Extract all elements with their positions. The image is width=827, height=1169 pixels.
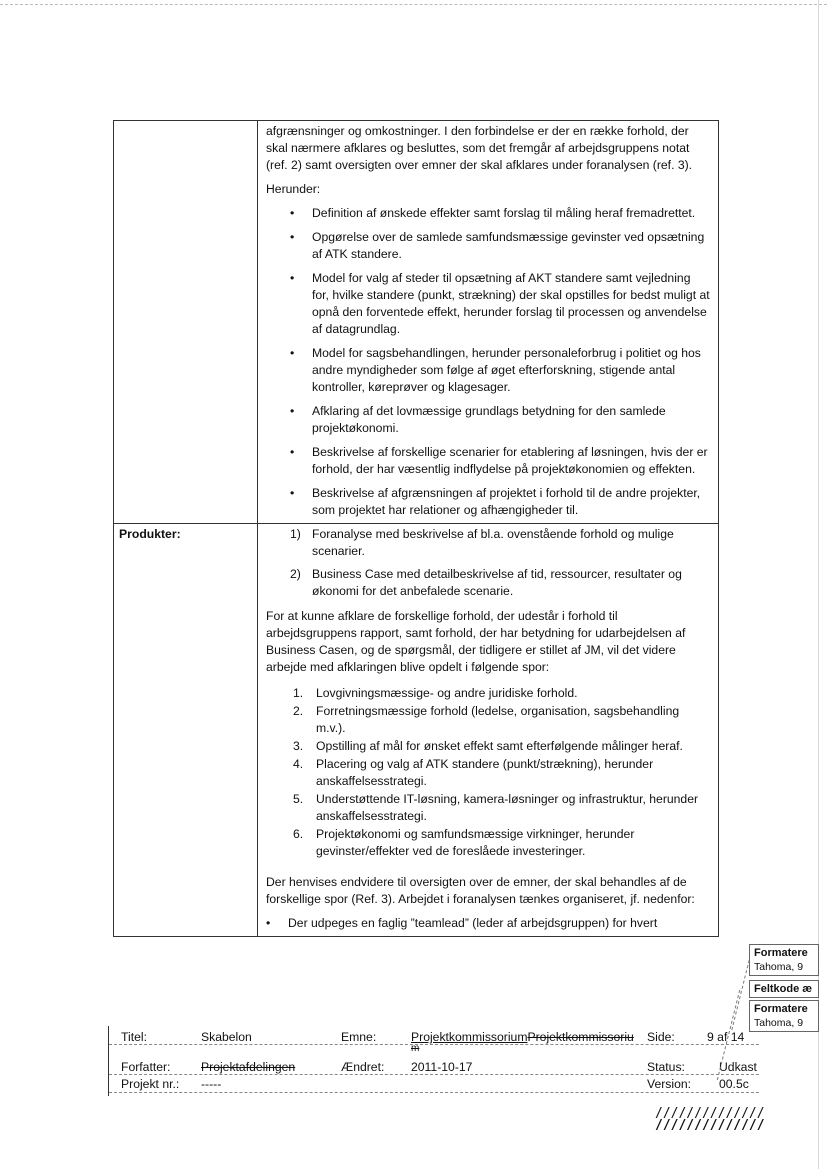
footer-changed-label: Ændret: [341,1060,385,1074]
list-item: 2) Business Case med detailbeskrivelse af tid, ressourcer, resultater og økonomi for det anbefalede scenarie. [290,567,682,598]
footer-divider [109,1044,759,1045]
table-row-products [114,523,718,936]
list-item: 5. Understøttende IT-løsning, kamera-løsninger og infrastruktur, herunder anskaffelsesstrategi. [293,792,699,823]
footer-page-label: Side: [647,1030,675,1044]
balloon-title: Feltkode æ [754,983,813,995]
list-item: • Opgørelse over de samlede samfundsmæssige gevinster ved opsætning af ATK standere. [266,229,710,263]
products-list [266,526,710,600]
footer-subject-new: Projektkommissorium [411,1030,528,1044]
footer-version-value: 00.5c [719,1077,749,1091]
footer-project-label: Projekt nr.: [121,1077,180,1091]
footer-subject-deleted: Projektkommissoriu [527,1030,634,1044]
footer-subject-value [411,1030,634,1044]
list-item: • Der udpeges en faglig ”teamlead” (leder af arbejdsgruppen) for hvert [266,915,710,932]
list-item: 3. Opstilling af mål for ønsket effekt samt efterfølgende målinger heraf. [293,739,683,753]
footer-author-label: Forfatter: [121,1060,171,1074]
revision-comment-balloon[interactable] [749,944,819,976]
footer-page-value: 9 af 14 [707,1030,745,1044]
list-item: • Model for sagsbehandlingen, herunder personaleforbrug i politiet og hos andre myndigheder som følge af øget efterforskning, stigende antal kontroller, køreprøver og klagesager. [266,345,710,396]
project-charter-table [113,120,719,937]
row-label-empty [114,121,258,523]
balloon-title: Formatere [754,1003,808,1015]
footer-changed-value: 2011-10-17 [411,1060,473,1074]
balloon-connector [731,960,749,1030]
tracks-list [266,685,710,860]
page-top-border [0,4,827,6]
tracks-intro-paragraph: For at kunne afklare de forskellige forhold, der udestår i forhold til arbejdsgruppens rapport, samt forhold, der har betydning for udarbejdelsen af Business Casen, og de spørgsmål, der tidligere er stillet af JM, vil det videre arbejde med afklaringen blive opdelt i følgende spor: [266,609,686,674]
organisation-bullet-list [266,915,710,932]
footer-divider [109,1074,759,1075]
balloon-detail: Tahoma, 9 [754,1017,804,1029]
footer-author-value: Projektafdelingen [201,1060,296,1074]
footer-project-value: ----- [201,1077,222,1091]
table-row-scope [114,121,718,523]
barcode [655,1108,765,1132]
barcode-line: ////////////// [655,1118,765,1133]
revision-comment-balloon[interactable] [749,980,819,998]
balloon-detail: Tahoma, 9 [754,961,804,973]
balloon-title: Formatere [754,947,808,959]
list-item: • Definition af ønskede effekter samt forslag til måling heraf fremadrettet. [266,205,710,222]
herunder-heading: Herunder: [266,182,321,196]
footer-divider [109,1092,759,1093]
footer-title-value: Skabelon [201,1030,252,1044]
row-body-products [258,524,718,936]
row-label-products: Produkter: [114,524,258,936]
list-item: 1. Lovgivningsmæssige- og andre juridiske forhold. [293,686,578,700]
list-item: • Beskrivelse af afgrænsningen af projektet i forhold til de andre projekter, som projektet har relationer og afhængigheder til. [266,485,710,519]
page-footer [108,1026,759,1096]
footer-subject-deleted-wrap: m [411,1043,420,1054]
list-item: • Model for valg af steder til opsætning af AKT standere samt vejledning for, hvilke standere (punkt, strækning) der skal opstilles for bedst muligt at opnå den forventede effekt, herunder forslag til processen og anvendelse af datagrundlag. [266,270,710,338]
list-item: 6. Projektøkonomi og samfundsmæssige virkninger, herunder gevinster/effekter ved de foreslåede investeringer. [293,827,635,858]
footer-status-value: Udkast [719,1060,757,1074]
list-item: 4. Placering og valg af ATK standere (punkt/strækning), herunder anskaffelsesstrategi. [293,757,654,788]
footer-title-label: Titel: [121,1030,147,1044]
footer-version-label: Version: [647,1077,692,1091]
row-body-scope [258,121,718,523]
footer-subject-label: Emne: [341,1030,377,1044]
closing-paragraph: Der henvises endvidere til oversigten over de emner, der skal behandles af de forskellige spor (Ref. 3). Arbejdet i foranalysen tænkes organiseret, jf. nedenfor: [266,875,695,906]
footer-status-label: Status: [647,1060,685,1074]
intro-paragraph: afgrænsninger og omkostninger. I den forbindelse er der en række forhold, der skal nærmere afklares og besluttes, som det fremgår af arbejdsgruppens notat (ref. 2) samt oversigten over emner der skal afklares under foranalysen (ref. 3). [266,124,693,172]
revision-comment-balloon[interactable] [749,1000,819,1032]
barcode-line: ////////////// [655,1106,765,1121]
list-item: 2. Forretningsmæssige forhold (ledelse, organisation, sagsbehandling m.v.). [293,704,680,735]
list-item: • Afklaring af det lovmæssige grundlags betydning for den samlede projektøkonomi. [266,403,710,437]
list-item: • Beskrivelse af forskellige scenarier for etablering af løsningen, hvis der er forhold, der har væsentlig indflydelse på projektøkonomien og effekten. [266,444,710,478]
scope-bullet-list [266,205,710,519]
list-item: 1) Foranalyse med beskrivelse af bl.a. ovenstående forhold og mulige scenarier. [290,527,674,558]
